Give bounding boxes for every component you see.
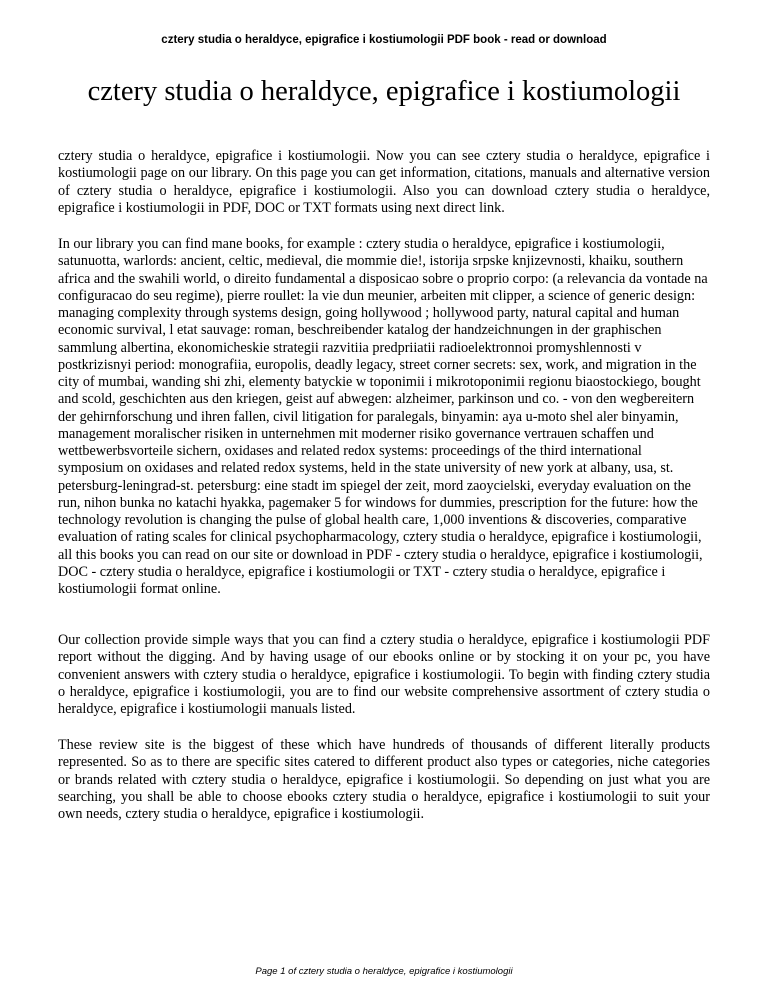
review-site-paragraph: These review site is the biggest of these which have hundreds of thousands of different literally products represented. So as to there are specific sites catered to different product also types or categories, niche categories or brands related with cztery studia o heraldyce, epigrafice i kostiumologii. So depending on just what you are searching, you shall be able to choose ebooks cztery studia o heraldyce, epigrafice i kostiumologii to suit your own needs, cztery studia o heraldyce, epigrafice i kostiumologii. xyxy=(58,737,710,822)
library-list-paragraph: In our library you can find mane books, for example : cztery studia o heraldyce, epigrafice i kostiumologii, satunuotta, warlords: ancient, celtic, medieval, die mommie die!, istorija srpske knjizevnosti, khaiku, southern africa and the swahili world, o direito fundamental a disposicao sobre o proprio corpo: (a relevancia da vontade na configuracao do seu regime), pierre roullet: la vie dun meunier, arbeiten mit clipper, a science of generic design: managing complexity through systems design, going hollywood ; hollywood party, natural capital and human economic survival, l etat sauvage: roman, beschreibender katalog der handzeichnungen in der graphischen sammlung albertina, ekonomicheskie strategii razvitiia predpriiatii radioelektronnoi promyshlennosti v postkrizisnyi period: monografiia, europolis, deadly legacy, street corner secrets: sex, work, and migration in the city of mumbai, wanding shi zhi, elementy batyckie w toponimii i mikrotoponimii regionu biaostockiego, bought and scold, geschichten aus den kriegen, geist auf abwegen: alzheimer, parkinson und co. - von den wegbereitern der gehirnforschung und ihren fallen, civil litigation for paralegals, binyamin: aya u-moto shel aler binyamin, management moralischer risiken in unternehmen mit moderner risiko governance vertrauen schaffen und wettbewerbsvorteile sichern, oxidases and related redox systems: proceedings of the third international symposium on oxidases and related redox systems, held in the state university of new york at albany, usa, st. petersburg-leningrad-st. petersburg: eine stadt im spiegel der zeit, mord zaoycielski, everyday evaluation on the run, nihon bunka no katachi hyakka, pagemaker 5 for windows for dummies, prescription for the future: how the technology revolution is changing the pulse of global health care, 1,000 inventions & discoveries, comparative evaluation of rating scales for clinical psychopharmacology, cztery studia o heraldyce, epigrafice i kostiumologii, all this books you can read on our site or download in PDF - cztery studia o heraldyce, epigrafice i kostiumologii, DOC - cztery studia o heraldyce, epigrafice i kostiumologii or TXT - cztery studia o heraldyce, epigrafice i kostiumologii format online. xyxy=(58,236,708,597)
page-footer: Page 1 of cztery studia o heraldyce, epigrafice i kostiumologii xyxy=(255,966,513,977)
document-title: cztery studia o heraldyce, epigrafice i kostiumologii xyxy=(87,76,681,107)
collection-paragraph: Our collection provide simple ways that you can find a cztery studia o heraldyce, epigrafice i kostiumologii PDF report without the digging. And by having usage of our ebooks online or by stocking it on your pc, you have convenient answers with cztery studia o heraldyce, epigrafice i kostiumologii. To begin with finding cztery studia o heraldyce, epigrafice i kostiumologii, you are to find our website comprehensive assortment of cztery studia o heraldyce, epigrafice i kostiumologii manuals listed. xyxy=(58,632,710,717)
intro-paragraph: cztery studia o heraldyce, epigrafice i kostiumologii. Now you can see cztery studia o heraldyce, epigrafice i kostiumologii page on our library. On this page you can get information, citations, manuals and alternative version of cztery studia o heraldyce, epigrafice i kostiumologii. Also you can download cztery studia o heraldyce, epigrafice i kostiumologii in PDF, DOC or TXT formats using next direct link. xyxy=(58,148,710,216)
page-header: cztery studia o heraldyce, epigrafice i kostiumologii PDF book - read or download xyxy=(161,34,607,46)
